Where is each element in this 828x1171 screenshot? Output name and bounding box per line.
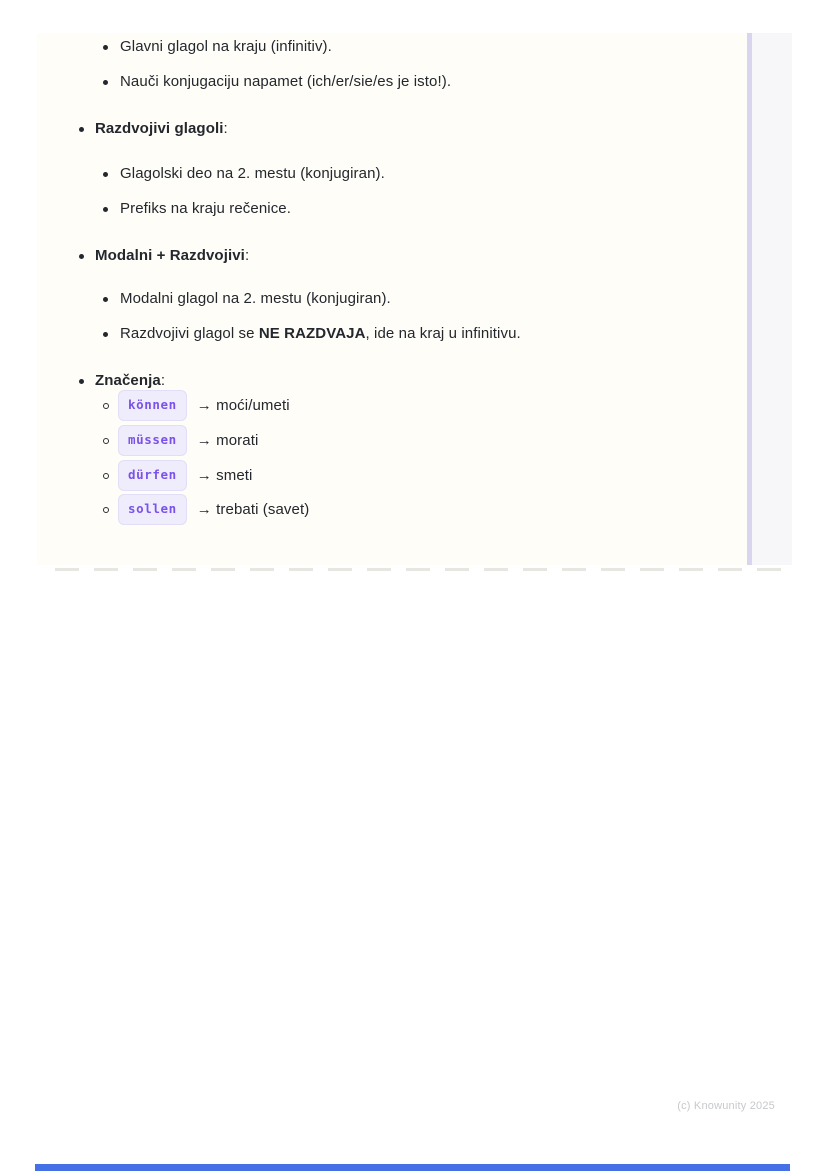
page-right-gutter bbox=[752, 33, 792, 565]
list-item-chip bbox=[37, 460, 814, 491]
copyright-watermark: (c) Knowunity 2025 bbox=[677, 1100, 775, 1112]
list-item-text: Nauči konjugaciju napamet (ich/er/sie/es je isto!). bbox=[120, 73, 452, 90]
bullet-icon bbox=[103, 207, 108, 212]
hollow-bullet-icon bbox=[103, 473, 109, 479]
list-item-heading bbox=[37, 119, 790, 139]
list-item-text: Modalni + Razdvojivi: bbox=[95, 247, 250, 264]
list-item-heading bbox=[37, 371, 790, 391]
list-item bbox=[37, 164, 814, 184]
list-item bbox=[37, 72, 814, 92]
bullet-icon bbox=[103, 45, 108, 50]
list-item-chip bbox=[37, 425, 814, 456]
list-item-text: Razdvojivi glagol se NE RAZDVAJA, ide na kraj u infinitivu. bbox=[120, 325, 521, 342]
page-break-dashed-line bbox=[55, 568, 795, 571]
code-chip: müssen bbox=[118, 425, 187, 456]
list-item-heading bbox=[37, 246, 790, 266]
hollow-bullet-icon bbox=[103, 507, 109, 513]
list-item-text: Glavni glagol na kraju (infinitiv). bbox=[120, 38, 332, 55]
list-item-text: Glagolski deo na 2. mestu (konjugiran). bbox=[120, 165, 385, 182]
bottom-blue-bar bbox=[35, 1164, 790, 1171]
bullet-icon bbox=[103, 80, 108, 85]
code-chip: sollen bbox=[118, 494, 187, 525]
list-item bbox=[37, 324, 814, 344]
list-item-text: Prefiks na kraju rečenice. bbox=[120, 200, 292, 217]
bullet-icon bbox=[103, 297, 108, 302]
bullet-icon bbox=[79, 379, 84, 384]
list-item-chip bbox=[37, 494, 814, 525]
code-chip: dürfen bbox=[118, 460, 187, 491]
list-item-chip bbox=[37, 390, 814, 421]
list-item bbox=[37, 199, 814, 219]
list-item-text: Modalni glagol na 2. mestu (konjugiran). bbox=[120, 290, 391, 307]
document-page bbox=[37, 33, 748, 565]
chip-meaning-text: → trebati (savet) bbox=[196, 500, 310, 518]
chip-meaning-text: → morati bbox=[196, 431, 259, 449]
page-accent-line bbox=[747, 33, 752, 565]
list-item-text: Značenja: bbox=[95, 372, 166, 389]
hollow-bullet-icon bbox=[103, 438, 109, 444]
bullet-icon bbox=[79, 127, 84, 132]
bullet-icon bbox=[79, 254, 84, 259]
list-item bbox=[37, 37, 814, 57]
bullet-icon bbox=[103, 172, 108, 177]
code-chip: können bbox=[118, 390, 187, 421]
chip-meaning-text: → moći/umeti bbox=[196, 396, 290, 414]
hollow-bullet-icon bbox=[103, 403, 109, 409]
bullet-icon bbox=[103, 332, 108, 337]
list-item-text: Razdvojivi glagoli: bbox=[95, 120, 228, 137]
list-item bbox=[37, 289, 814, 309]
chip-meaning-text: → smeti bbox=[196, 466, 253, 484]
